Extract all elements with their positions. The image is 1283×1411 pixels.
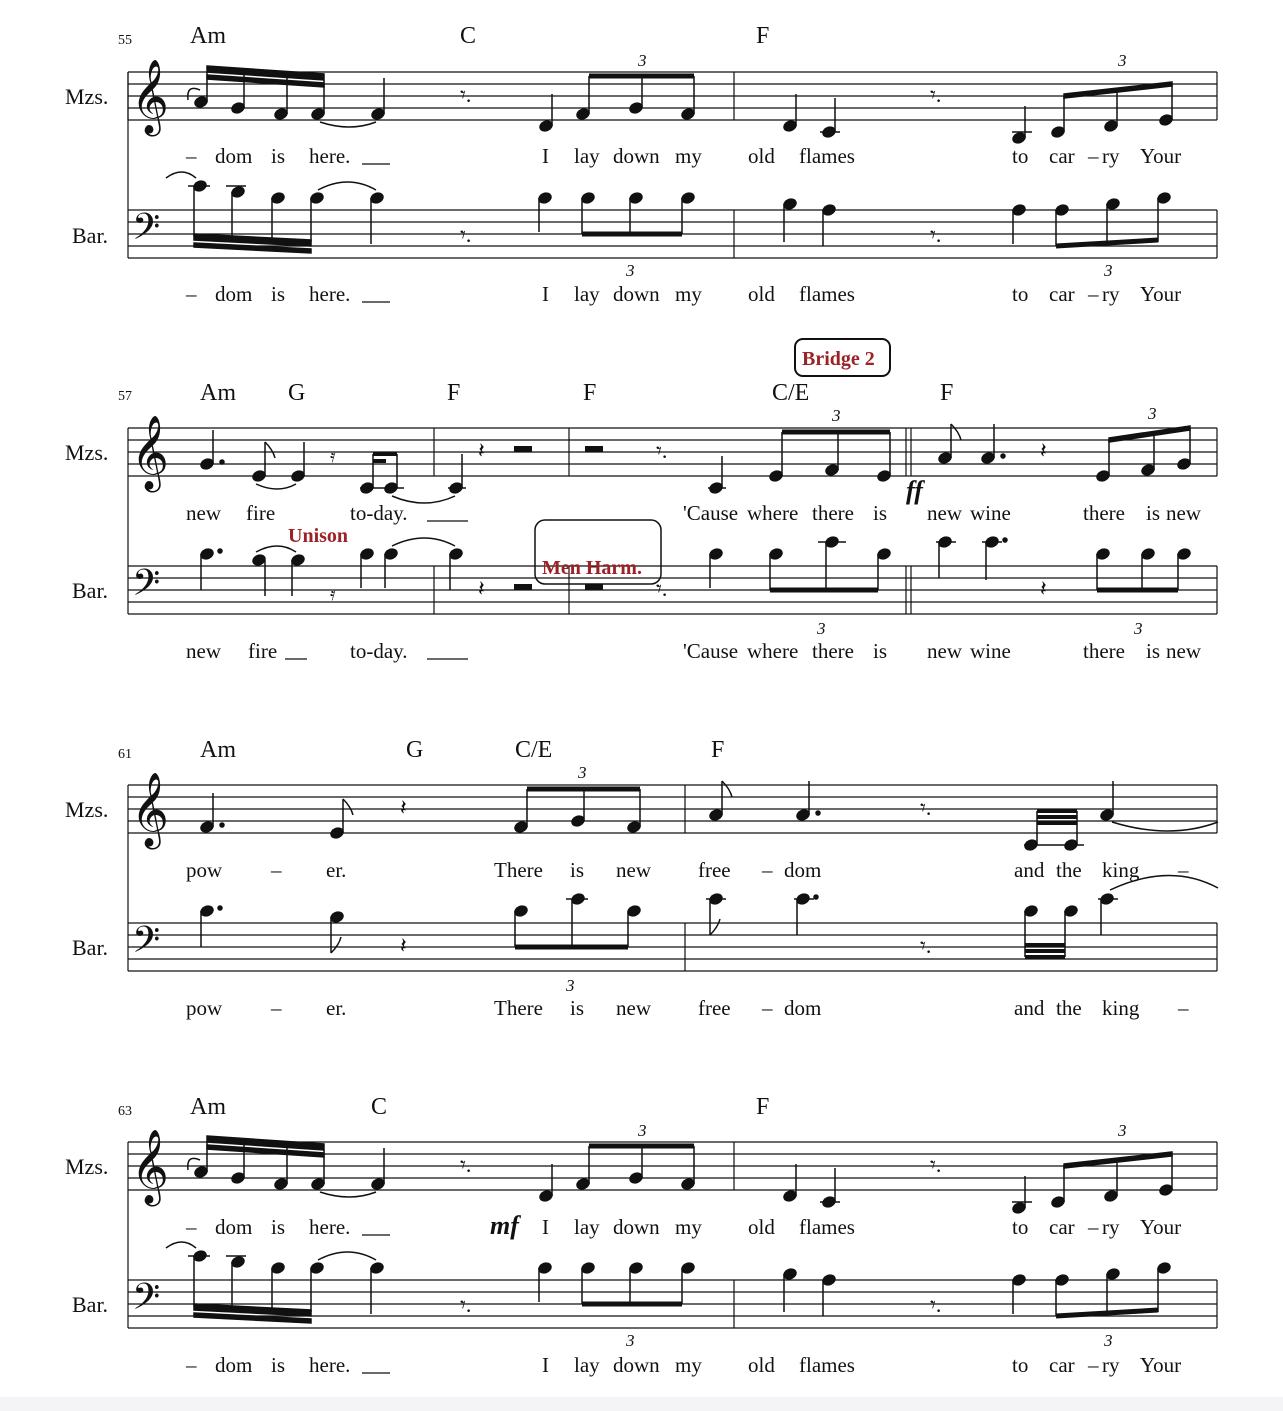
lyric-syllable: Your — [1140, 282, 1182, 306]
lyric-syllable: Your — [1140, 1215, 1182, 1239]
svg-text:𝄽: 𝄽 — [1040, 438, 1047, 463]
lyric-syllable: er. — [326, 858, 347, 882]
chord-symbol: F — [940, 380, 954, 406]
treble-clef-icon: 𝄞 — [131, 60, 169, 134]
lyric-syllable: new — [616, 996, 651, 1020]
lyric-syllable: to — [1012, 1215, 1029, 1239]
bass-clef-icon: 𝄢 — [132, 562, 161, 613]
lyric-syllable: to — [1012, 282, 1029, 306]
lyric-syllable: dom — [215, 144, 253, 168]
chord-symbol: Am — [200, 380, 236, 406]
lyric-syllable: – — [271, 858, 282, 882]
lyric-syllable: – — [1178, 858, 1189, 882]
lyric-syllable: there — [1083, 501, 1125, 525]
instrument-label-mezzo: Mzs. — [65, 84, 109, 109]
lyric-syllable: 'Cause — [683, 501, 739, 525]
lyric-syllable: – — [1178, 996, 1189, 1020]
svg-text:𝄾.: 𝄾. — [656, 438, 668, 463]
lyric-syllable: and — [1014, 996, 1045, 1020]
lyric-syllable: is — [271, 1353, 286, 1377]
tuplet-mark: 3 — [832, 406, 841, 425]
instrument-label-baritone: Bar. — [72, 223, 109, 248]
measure-number: 63 — [118, 1104, 132, 1119]
lyric-syllable: here. — [309, 282, 351, 306]
lyric-syllable: – — [762, 996, 773, 1020]
tuplet-mark: 3 — [638, 51, 647, 70]
lyrics-lower — [186, 996, 1189, 1020]
svg-text:𝄿: 𝄿 — [330, 446, 336, 466]
lyric-syllable: – — [1088, 1215, 1099, 1239]
lyric-syllable: fire — [246, 501, 276, 525]
lyric-syllable: – — [186, 1215, 197, 1239]
lyric-syllable: I — [542, 282, 549, 306]
lyric-syllable: there — [1083, 639, 1125, 663]
chord-symbol: F — [756, 23, 770, 49]
lyric-syllable: to-day. — [350, 501, 408, 525]
chord-symbol: C/E — [515, 737, 553, 763]
lyric-syllable: here. — [309, 1353, 351, 1377]
chord-symbol: Am — [200, 737, 236, 763]
lyrics-lower — [186, 639, 1202, 663]
measure-number: 57 — [118, 389, 132, 404]
lyric-syllable: There — [494, 996, 543, 1020]
lyric-syllable: there — [812, 639, 854, 663]
chord-symbol: C/E — [772, 380, 810, 406]
tuplet-mark: 3 — [638, 1121, 647, 1140]
lyric-syllable: new — [927, 501, 962, 525]
lyrics-upper — [185, 144, 1181, 168]
lyric-syllable: pow — [186, 858, 223, 882]
lyric-syllable: – — [186, 144, 197, 168]
notes-lower — [166, 1242, 1171, 1323]
lyric-syllable: ry — [1102, 282, 1120, 306]
lyric-syllable: car — [1049, 1215, 1075, 1239]
lyric-syllable: to-day. — [350, 639, 408, 663]
lyric-syllable: Your — [1140, 1353, 1182, 1377]
lyric-syllable: There — [494, 858, 543, 882]
measure-number: 55 — [118, 33, 132, 48]
lyric-syllable: down — [613, 282, 660, 306]
annotation-unison: Unison — [288, 525, 349, 547]
treble-clef-icon: 𝄞 — [131, 416, 169, 490]
lyric-syllable: down — [613, 144, 660, 168]
lyric-syllable: new — [1166, 639, 1201, 663]
lyric-syllable: – — [762, 858, 773, 882]
dynamic-marking: ff — [906, 476, 923, 505]
chord-symbol: Am — [190, 23, 226, 49]
lyric-syllable: lay — [574, 1353, 600, 1377]
lyric-syllable: to — [1012, 144, 1029, 168]
lyric-syllable: and — [1014, 858, 1045, 882]
lyric-syllable: wine — [970, 639, 1011, 663]
tuplet-mark: 3 — [566, 976, 575, 995]
notes-lower — [200, 535, 1192, 604]
lyric-syllable: my — [675, 1215, 702, 1239]
system-1 — [65, 23, 1217, 306]
lyric-syllable: dom — [215, 282, 253, 306]
lyric-syllable: free — [698, 858, 731, 882]
lyrics-upper — [186, 501, 1202, 525]
system-2 — [65, 339, 1217, 663]
rehearsal-mark: Bridge 2 — [802, 348, 875, 370]
notes-upper — [188, 66, 1174, 145]
lyric-syllable: dom — [215, 1353, 253, 1377]
chord-symbol: F — [447, 380, 461, 406]
lyric-syllable: lay — [574, 282, 600, 306]
lyric-syllable: ry — [1102, 1353, 1120, 1377]
lyric-syllable: dom — [784, 996, 822, 1020]
tuplet-mark: 3 — [626, 261, 635, 280]
lyric-syllable: new — [927, 639, 962, 663]
lyric-syllable: flames — [799, 144, 855, 168]
svg-text:𝄾.: 𝄾. — [460, 82, 472, 107]
svg-text:𝄾.: 𝄾. — [930, 82, 942, 107]
bass-clef-icon: 𝄢 — [132, 1276, 161, 1327]
lyric-syllable: new — [186, 501, 221, 525]
treble-clef-icon: 𝄞 — [131, 773, 169, 847]
lyric-syllable: 'Cause — [683, 639, 739, 663]
lyric-syllable: pow — [186, 996, 223, 1020]
instrument-label-mezzo: Mzs. — [65, 440, 109, 465]
lyric-syllable: – — [1088, 282, 1099, 306]
lyric-syllable: new — [1166, 501, 1201, 525]
svg-text:𝄾.: 𝄾. — [920, 933, 932, 958]
staff-upper — [128, 72, 1217, 120]
lyric-syllable: I — [542, 1215, 549, 1239]
tuplet-mark: 3 — [1118, 51, 1127, 70]
instrument-label-mezzo: Mzs. — [65, 1154, 109, 1179]
lyric-syllable: I — [542, 144, 549, 168]
lyric-syllable: is — [1146, 639, 1161, 663]
svg-text:𝄾.: 𝄾. — [656, 576, 668, 601]
lyric-syllable: – — [186, 1353, 197, 1377]
instrument-label-baritone: Bar. — [72, 1292, 109, 1317]
lyric-syllable: down — [613, 1215, 660, 1239]
lyric-syllable: lay — [574, 1215, 600, 1239]
lyric-syllable: king — [1102, 858, 1140, 882]
lyric-syllable: – — [1088, 144, 1099, 168]
lyric-syllable: er. — [326, 996, 347, 1020]
svg-text:𝄾.: 𝄾. — [460, 1152, 472, 1177]
lyric-syllable: is — [570, 858, 585, 882]
svg-text:𝄽: 𝄽 — [400, 795, 407, 820]
chord-symbol: F — [711, 737, 725, 763]
lyric-syllable: new — [186, 639, 221, 663]
lyric-syllable: car — [1049, 282, 1075, 306]
tuplet-mark: 3 — [626, 1331, 635, 1350]
lyric-syllable: – — [1088, 1353, 1099, 1377]
lyric-syllable: old — [748, 144, 775, 168]
lyric-syllable: I — [542, 1353, 549, 1377]
svg-text:𝄽: 𝄽 — [478, 438, 485, 463]
instrument-label-mezzo: Mzs. — [65, 797, 109, 822]
chord-symbol: G — [288, 380, 306, 406]
bass-clef-icon: 𝄢 — [132, 206, 161, 257]
system-4 — [65, 1094, 1217, 1377]
bass-clef-icon: 𝄢 — [132, 919, 161, 970]
svg-text:𝄾.: 𝄾. — [460, 1292, 472, 1317]
lyric-syllable: is — [1146, 501, 1161, 525]
lyric-syllable: fire — [248, 639, 278, 663]
lyric-syllable: to — [1012, 1353, 1029, 1377]
lyric-syllable: new — [616, 858, 651, 882]
svg-text:𝄽: 𝄽 — [478, 576, 485, 601]
lyric-syllable: here. — [309, 144, 351, 168]
dynamic-marking: mf — [490, 1211, 519, 1240]
svg-text:𝄾.: 𝄾. — [920, 795, 932, 820]
lyric-syllable: car — [1049, 144, 1075, 168]
lyric-syllable: flames — [799, 1215, 855, 1239]
lyric-syllable: old — [748, 1353, 775, 1377]
svg-text:𝄾.: 𝄾. — [930, 1152, 942, 1177]
lyric-syllable: dom — [215, 1215, 253, 1239]
lyric-syllable: – — [271, 996, 282, 1020]
lyrics-lower — [185, 1353, 1181, 1377]
tuplet-mark: 3 — [1148, 404, 1157, 423]
lyric-syllable: – — [186, 282, 197, 306]
lyric-syllable: is — [873, 639, 888, 663]
lyric-syllable: dom — [784, 858, 822, 882]
lyric-syllable: car — [1049, 1353, 1075, 1377]
lyric-syllable: ry — [1102, 144, 1120, 168]
chord-symbol: C — [460, 23, 477, 49]
lyric-syllable: flames — [799, 1353, 855, 1377]
svg-text:𝄽: 𝄽 — [1040, 576, 1047, 601]
chord-symbol: F — [756, 1094, 770, 1120]
svg-text:𝄿: 𝄿 — [330, 584, 336, 604]
notes-lower — [200, 875, 1218, 958]
tuplet-mark: 3 — [1104, 261, 1113, 280]
chord-symbol: F — [583, 380, 597, 406]
lyric-syllable: is — [271, 144, 286, 168]
system-3 — [65, 737, 1218, 1020]
staff-upper — [128, 1142, 1217, 1190]
tuplet-mark: 3 — [817, 619, 826, 638]
lyric-syllable: where — [747, 501, 799, 525]
lyric-syllable: flames — [799, 282, 855, 306]
lyric-syllable: the — [1056, 858, 1082, 882]
annotation-men-harmony: Men Harm. — [542, 557, 642, 579]
lyric-syllable: the — [1056, 996, 1082, 1020]
lyric-syllable: is — [873, 501, 888, 525]
treble-clef-icon: 𝄞 — [131, 1130, 169, 1204]
chord-symbol: Am — [190, 1094, 226, 1120]
notes-upper — [188, 1136, 1174, 1215]
page-footer-strip — [0, 1397, 1283, 1411]
lyric-syllable: down — [613, 1353, 660, 1377]
lyrics-upper — [186, 858, 1189, 882]
instrument-label-baritone: Bar. — [72, 935, 109, 960]
chord-symbol: G — [406, 737, 424, 763]
notes-lower — [166, 172, 1171, 253]
lyrics-upper — [185, 1215, 1181, 1239]
notes-upper — [200, 781, 1218, 852]
lyric-syllable: is — [271, 282, 286, 306]
svg-text:𝄾.: 𝄾. — [930, 1292, 942, 1317]
lyric-syllable: king — [1102, 996, 1140, 1020]
tuplet-mark: 3 — [1134, 619, 1143, 638]
tuplet-mark: 3 — [1104, 1331, 1113, 1350]
lyric-syllable: there — [812, 501, 854, 525]
chord-symbol: C — [371, 1094, 388, 1120]
lyric-syllable: Your — [1140, 144, 1182, 168]
tuplet-mark: 3 — [1118, 1121, 1127, 1140]
svg-text:𝄽: 𝄽 — [400, 933, 407, 958]
lyric-syllable: is — [570, 996, 585, 1020]
staff-upper — [128, 428, 1217, 476]
lyric-syllable: my — [675, 144, 702, 168]
lyric-syllable: old — [748, 1215, 775, 1239]
lyric-syllable: old — [748, 282, 775, 306]
measure-number: 61 — [118, 747, 132, 762]
tuplet-mark: 3 — [578, 763, 587, 782]
lyric-syllable: here. — [309, 1215, 351, 1239]
svg-text:𝄾.: 𝄾. — [460, 222, 472, 247]
lyric-syllable: my — [675, 282, 702, 306]
svg-text:𝄾.: 𝄾. — [930, 222, 942, 247]
lyric-syllable: free — [698, 996, 731, 1020]
lyric-syllable: ry — [1102, 1215, 1120, 1239]
lyric-syllable: wine — [970, 501, 1011, 525]
lyrics-lower — [185, 282, 1181, 306]
lyric-syllable: lay — [574, 144, 600, 168]
lyric-syllable: where — [747, 639, 799, 663]
lyric-syllable: is — [271, 1215, 286, 1239]
lyric-syllable: my — [675, 1353, 702, 1377]
instrument-label-baritone: Bar. — [72, 578, 109, 603]
